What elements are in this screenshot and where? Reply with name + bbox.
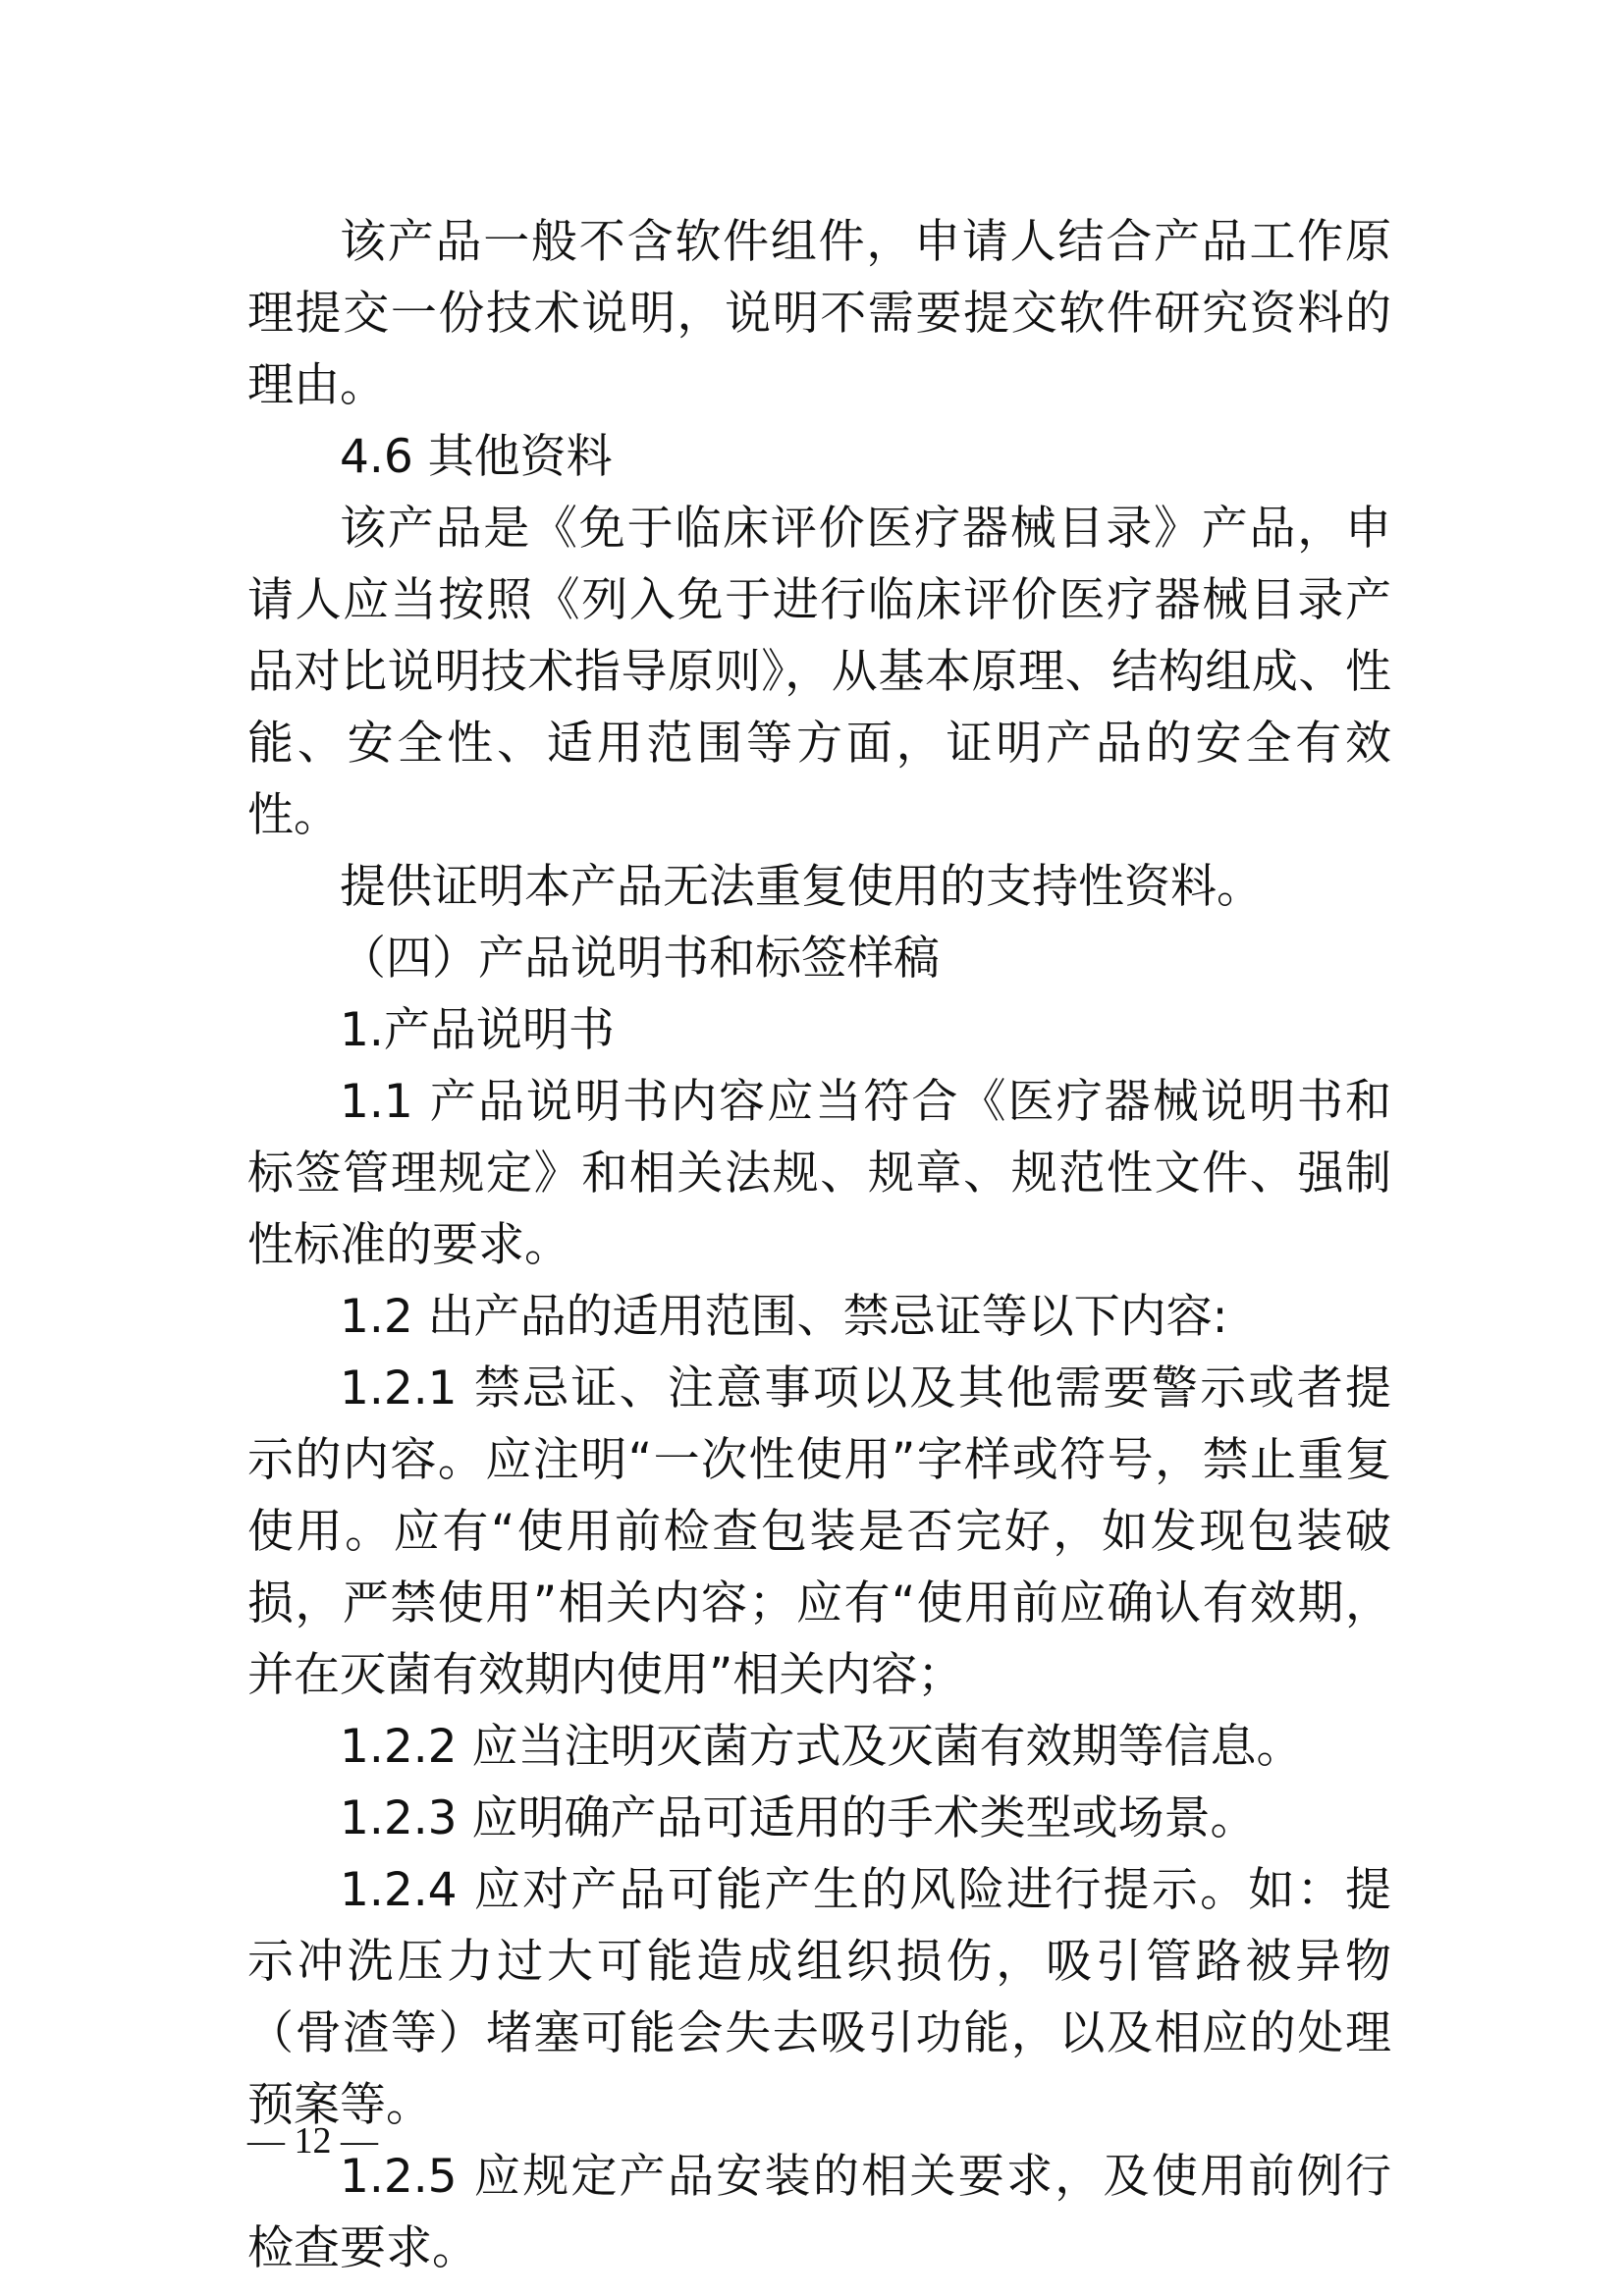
paragraph-1-2: 1.2 出产品的适用范围、禁忌证等以下内容: — [340, 1290, 1228, 1344]
heading-instructions-and-labels: （四）产品说明书和标签样稿 — [340, 932, 940, 986]
paragraph-software-note: 该产品一般不含软件组件，申请人结合产品工作原理提交一份技术说明，说明不需要提交软件研究资料的理由。 — [247, 215, 1391, 412]
heading-product-instructions: 1.产品说明书 — [340, 1003, 615, 1057]
paragraph-non-reuse-evidence: 提供证明本产品无法重复使用的支持性资料。 — [340, 860, 1263, 914]
paragraph-1-2-3: 1.2.3 应明确产品可适用的手术类型或场景。 — [340, 1791, 1257, 1845]
document-body — [247, 206, 1391, 2284]
heading-other-materials: 4.6 其他资料 — [340, 430, 613, 484]
paragraph-1-2-1: 1.2.1 禁忌证、注意事项以及其他需要警示或者提示的内容。应注明“一次性使用”字样或符号，禁止重复使用。应有“使用前检查包装是否完好，如发现包装破损，严禁使用”相关内容；应有“使用前应确认有效期，并在灭菌有效期内使用”相关内容； — [247, 1362, 1391, 1702]
paragraph-1-1: 1.1 产品说明书内容应当符合《医疗器械说明书和标签管理规定》和相关法规、规章、规范性文件、强制性标准的要求。 — [247, 1075, 1391, 1272]
paragraph-1-2-2: 1.2.2 应当注明灭菌方式及灭菌有效期等信息。 — [340, 1720, 1303, 1774]
paragraph-1-2-5: 1.2.5 应规定产品安装的相关要求，及使用前例行检查要求。 — [247, 2150, 1391, 2275]
page-number: — 12 — — [247, 2120, 378, 2162]
paragraph-exempt-catalog: 该产品是《免于临床评价医疗器械目录》产品，申请人应当按照《列入免于进行临床评价医疗器械目录产品对比说明技术指导原则》，从基本原理、结构组成、性能、安全性、适用范围等方面，证明产品的安全有效性。 — [247, 502, 1391, 842]
paragraph-1-2-4: 1.2.4 应对产品可能产生的风险进行提示。如：提示冲洗压力过大可能造成组织损伤，吸引管路被异物（骨渣等）堵塞可能会失去吸引功能，以及相应的处理预案等。 — [247, 1863, 1391, 2132]
